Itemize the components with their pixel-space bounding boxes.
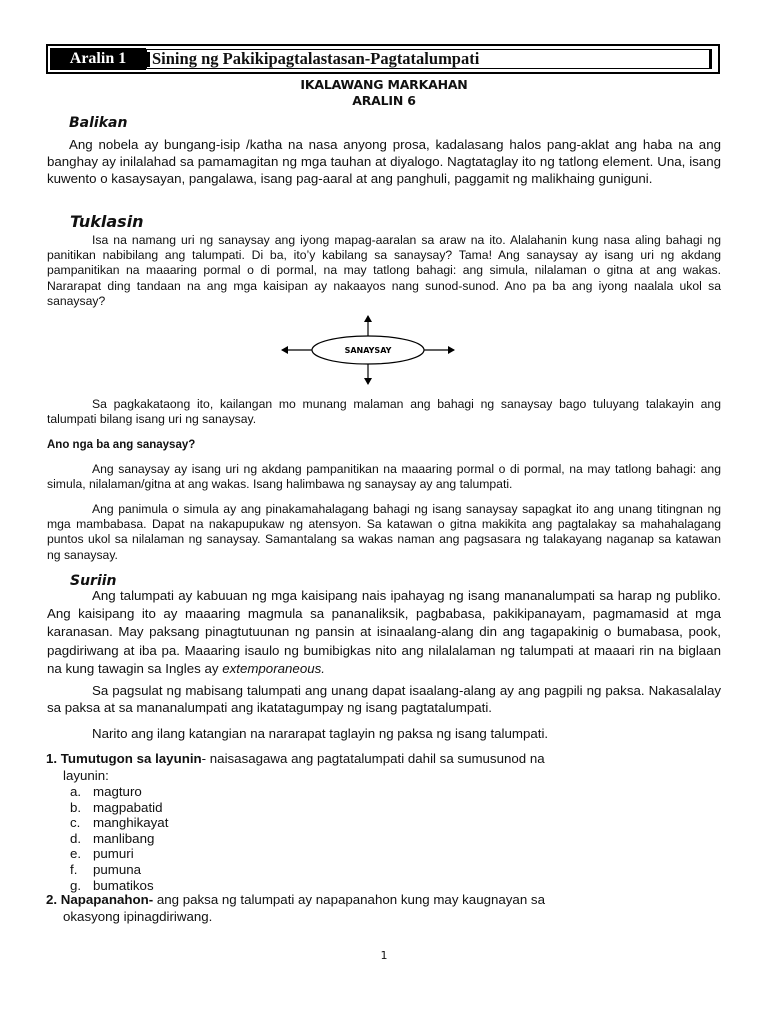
after-diagram-text: Sa pagkakataong ito, kailangan mo munang malaman ang bahagi ng sanaysay bago tuluyang talakayin ang talumpati bilang isang uri ng sanaysay. (47, 397, 721, 427)
suriin-text-3: Narito ang ilang katangian na nararapat taglayin ng paksa ng isang talumpati. (92, 726, 549, 741)
lesson-title: Sining ng Pakikipagtalastasan-Pagtatalumpati (152, 49, 480, 68)
tuklasin-heading: Tuklasin (70, 212, 144, 231)
characteristic-2-number: 2. (46, 892, 58, 907)
balikan-heading: Balikan (69, 115, 128, 131)
list-item: c. manghikayat (70, 815, 169, 831)
list-item: a. magturo (70, 784, 142, 799)
characteristic-2 (46, 891, 606, 925)
purposes-list (70, 784, 168, 893)
list-item: b. magpabatid (70, 799, 163, 815)
list-item: d. manlibang (70, 830, 155, 846)
list-item: f. pumuna (70, 861, 142, 877)
parts-text: Ang panimula o simula ay ang pinakamahalagang bahagi ng isang sanaysay sapagkat ito ang unang titingnan ng mga mambabasa. Dapat na nakapupukaw ng atensyon. Sa katawan o gitna makikita ang pagtalakay sa mahahalagang puntos ukol sa nilalaman ng sanaysay. Samantalang sa wakas naman ang pagsasara ng talakayang naganap sa katawan ng sanaysay. (47, 502, 721, 562)
list-item: g. bumatikos (70, 877, 154, 893)
lesson-banner (46, 44, 720, 74)
suriin-text-2: Sa pagsulat ng mabisang talumpati ang unang dapat isaalang-alang ay ang pagpili ng paksa. Nakasalalay sa paksa at sa mananalumpati ang ikatatagumpay ng isang pagtatalumpati. (47, 683, 721, 715)
suriin-italic-term: extemporaneous. (222, 660, 325, 676)
balikan-text: Ang nobela ay bungang-isip /katha na nasa anyong prosa, kadalasang halos pang-aklat ang haba na ang banghay ay inilalahad sa pamamagitan ng mga tauhan at diyalogo. Nagtataglay ito ng tatlong element. Una, isang kuwento o kasaysayan, pangalawa, isang pag-aaral at ang panghuli, paggamit ng malikhaing guniguni. (47, 137, 721, 186)
tuklasin-paragraph (47, 233, 721, 309)
characteristic-1-title: Tumutugon sa layunin (60, 751, 202, 766)
sanaysay-diagram (276, 312, 460, 388)
suriin-paragraph-3 (47, 725, 721, 742)
definition-paragraph (47, 462, 721, 492)
tuklasin-text: Isa na namang uri ng sanaysay ang iyong mapag-aaralan sa araw na ito. Alalahanin kung nasa aling bahagi ng panitikan nabibilang ang talumpati. Di ba, ito’y kabilang sa sanaysay? Tama! Ang sanaysay ay isang uri ng akdang pampanitikan na maaaring pormal o di pormal, na may tatlong bahagi: ang simula, nilalaman o gitna at ang wakas. Nararapat ding tandaan na ang mga kaisipan ay nakaayos nang sunod-sunod. Ano pa ba ang iyong naalala ukol sa sanaysay? (47, 233, 721, 308)
sanaysay-label: SANAYSAY (344, 346, 392, 355)
characteristic-2-desc: ang paksa ng talumpati ay napapanahon kung may kaugnayan sa (153, 892, 545, 907)
parts-paragraph (47, 502, 721, 563)
quarter-heading: IKALAWANG MARKAHAN (300, 77, 468, 92)
suriin-paragraph-1 (47, 587, 721, 678)
sanaysay-question: Ano nga ba ang sanaysay? (47, 439, 196, 451)
characteristic-1 (46, 750, 606, 784)
definition-text: Ang sanaysay ay isang uri ng akdang pampanitikan na maaaring pormal o di pormal, na may tatlong bahagi: ang simula, nilalaman/gitna at ang wakas. Isang halimbawa ng sanaysay ay ang talumpati. (47, 462, 721, 492)
characteristic-1-desc: - naisasagawa ang pagtatalumpati dahil sa sumusunod na (201, 751, 545, 766)
suriin-paragraph-2 (47, 682, 721, 716)
suriin-heading: Suriin (70, 573, 117, 589)
suriin-text-1: Ang talumpati ay kabuuan ng mga kaisipang nais ipahayag ng isang mananalumpati sa harap ng publiko. Ang kaisipang ito ay maaaring magmula sa pananaliksik, pagbabasa, pakikipanayam, pagmamasid at mga karanasan. May paksang pinagtutuunan ng pansin at isinaalang-alang din ang tagapakinig o bumabasa, pook, pagdiriwang at iba pa. Maaaring isaulo ng bumibigkas nito ang nilalalaman ng talumpati at maaari rin na biglaan na kung tawagin sa Ingles ay (47, 588, 721, 676)
characteristic-1-number: 1. (46, 751, 58, 766)
characteristic-2-title: Napapanahon- (60, 892, 154, 907)
list-item: e. pumuri (70, 846, 134, 862)
after-diagram-paragraph (47, 397, 721, 427)
characteristic-1-desc-cont: layunin: (63, 768, 109, 783)
characteristic-2-desc-cont: okasyong ipinagdiriwang. (63, 909, 213, 924)
page-number: 1 (380, 949, 388, 962)
balikan-paragraph (47, 136, 721, 187)
lesson-label: Aralin 1 (50, 48, 146, 70)
lesson-heading: ARALIN 6 (352, 93, 416, 108)
